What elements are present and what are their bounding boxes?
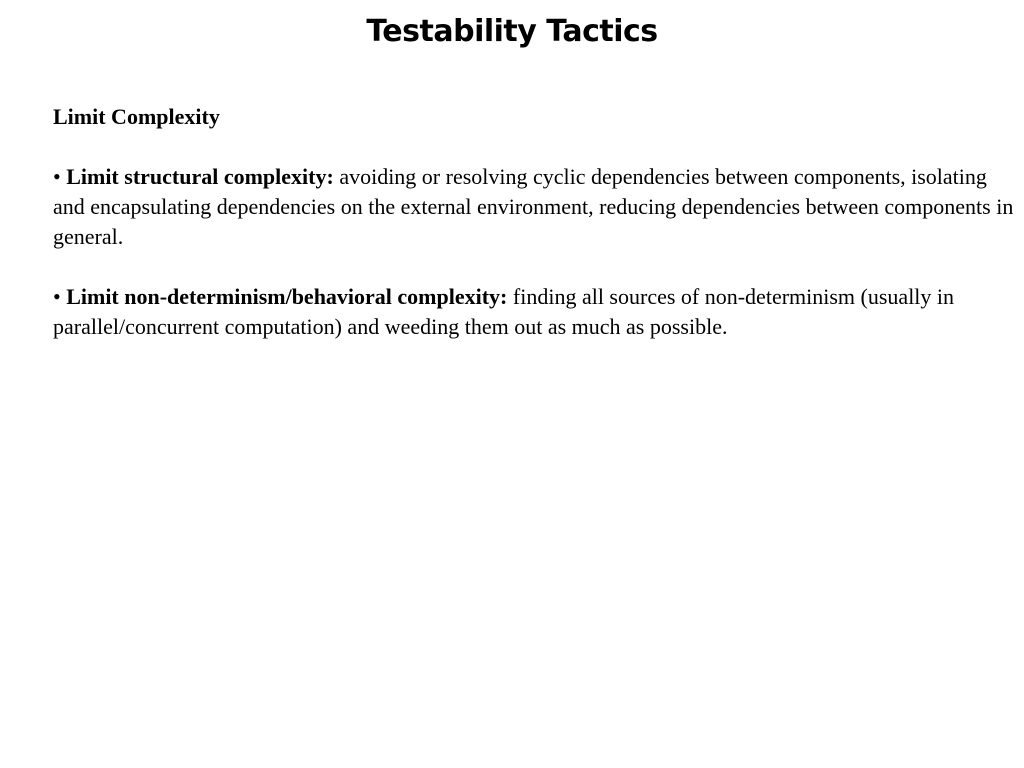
- section-heading: Limit Complexity: [53, 104, 220, 129]
- bullet-term: Limit non-determinism/behavioral complexity:: [66, 284, 508, 309]
- bullet-text: finding all sources of non-determinism (usually in parallel/concurrent computation) and weeding them out as much as possible.: [53, 284, 955, 339]
- bullet-marker: •: [53, 284, 61, 309]
- bullet-marker: •: [53, 164, 61, 189]
- bullet-term: Limit structural complexity:: [66, 164, 334, 189]
- bullet-text: avoiding or resolving cyclic dependencies between components, isolating and encapsulating dependencies on the external environment, reducing dependencies between components in general.: [53, 164, 1014, 249]
- slide-content: [53, 102, 1015, 342]
- spacer: [53, 252, 1015, 282]
- bullet-item-behavioral-complexity: [53, 282, 1015, 342]
- spacer: [53, 132, 1015, 162]
- bullet-item-structural-complexity: [53, 162, 1015, 252]
- slide-title: Testability Tactics: [366, 14, 658, 49]
